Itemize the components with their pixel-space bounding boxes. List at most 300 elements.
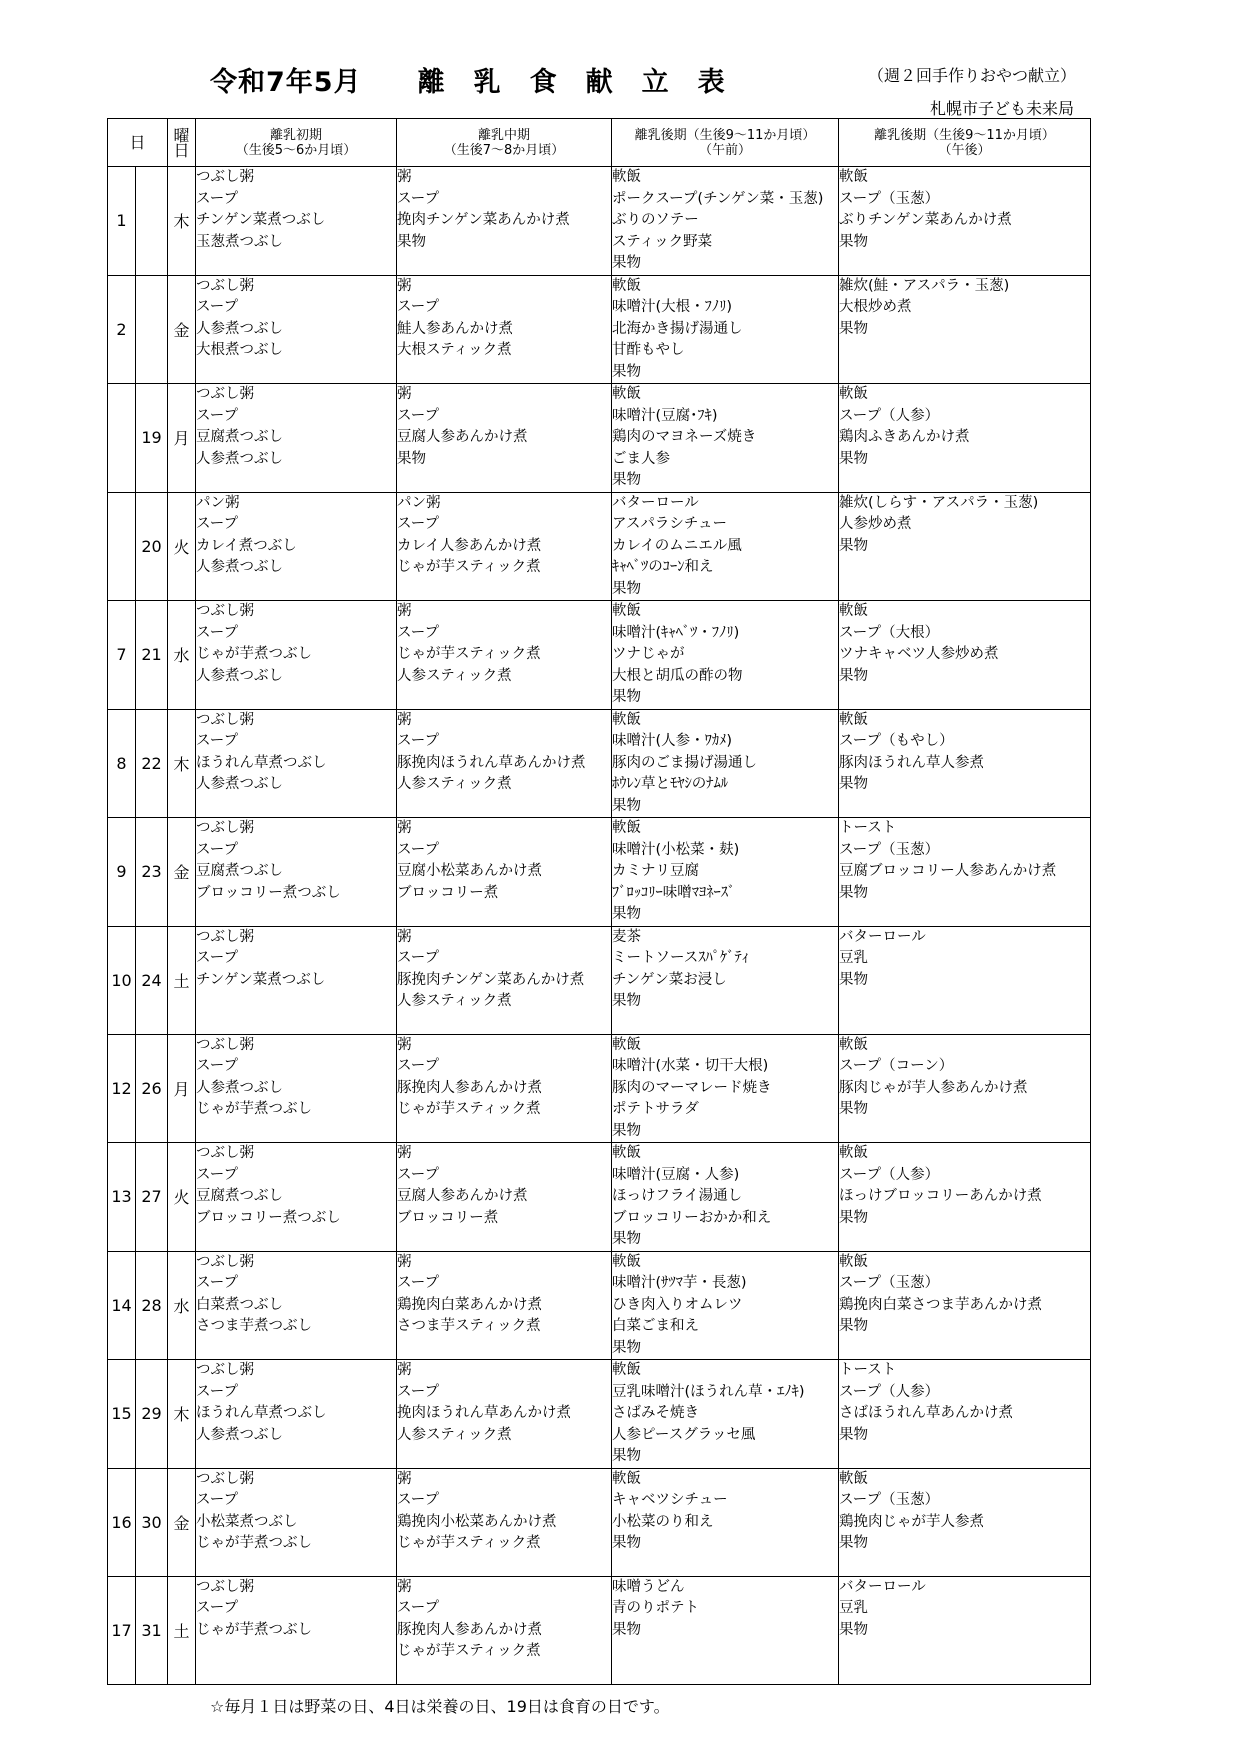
menu-item: スープ: [397, 841, 440, 858]
menu-item: 軟飯: [612, 1470, 642, 1487]
header-late-am: [612, 119, 839, 167]
day-cell-2: 28: [136, 1251, 168, 1360]
menu-item: 軟飯: [612, 1362, 642, 1378]
menu-item: 豆腐人参あんかけ煮: [397, 1188, 528, 1204]
menu-item: 果物: [839, 1621, 869, 1638]
menu-item: 味噌汁(大根・ﾌﾉﾘ): [612, 299, 733, 315]
menu-item: 大根と胡瓜の酢の物: [612, 667, 743, 684]
menu-cell-early: [196, 1034, 397, 1143]
header-late-am-title: 離乳後期（生後9〜11か月頃）: [634, 127, 816, 143]
menu-item: ツナじゃが: [612, 646, 685, 662]
menu-item: ほっけブロッコリーあんかけ煮: [839, 1188, 1042, 1204]
menu-item: 麦茶: [612, 928, 642, 945]
menu-item: スープ: [397, 1166, 440, 1183]
menu-item: トースト: [839, 820, 897, 836]
menu-item: 大根スティック煮: [397, 342, 512, 358]
menu-item: ﾎｳﾚﾝ草とﾓﾔｼのﾅﾑﾙ: [612, 776, 729, 792]
menu-item: ツナキャベツ人参炒め煮: [839, 646, 999, 662]
menu-item: つぶし粥: [196, 711, 255, 728]
day-cell: 10: [108, 926, 136, 1034]
header-middle-age: （生後7〜8か月頃）: [443, 142, 565, 158]
menu-item: スープ: [397, 299, 440, 315]
menu-item: 豚肉のマーマレード焼き: [612, 1079, 772, 1096]
menu-item: スープ: [196, 1492, 239, 1508]
menu-item: つぶし粥: [196, 928, 255, 945]
menu-item: 軟飯: [612, 1253, 642, 1270]
menu-item: スープ: [196, 1275, 239, 1291]
menu-item: 粥: [397, 928, 412, 945]
menu-cell-late-am: [612, 818, 839, 927]
menu-item: 味噌汁(ｷｬﾍﾞﾂ・ﾌﾉﾘ): [612, 624, 740, 641]
menu-item: 白菜煮つぶし: [196, 1296, 284, 1313]
menu-item: 人参煮つぶし: [196, 776, 284, 792]
menu-cell-early: [196, 1468, 397, 1576]
menu-item: つぶし粥: [196, 1578, 255, 1595]
table-row: [108, 926, 1091, 1034]
menu-cell-early: [196, 601, 397, 710]
menu-item: チンゲン菜煮つぶし: [196, 212, 326, 228]
menu-cell-late-am: [612, 1360, 839, 1469]
menu-item: 豆腐煮つぶし: [196, 863, 284, 879]
menu-item: 果物: [612, 580, 642, 597]
menu-item: 軟飯: [612, 277, 642, 294]
menu-item: 豆腐人参あんかけ煮: [397, 429, 528, 445]
menu-item: 軟飯: [839, 1470, 869, 1487]
menu-item: 人参炒め煮: [839, 516, 912, 532]
menu-cell-middle: [397, 601, 612, 710]
day-cell-2: 26: [136, 1034, 168, 1143]
menu-item: 果物: [397, 450, 427, 467]
menu-item: 豚肉ほうれん草人参煮: [839, 754, 985, 771]
header-middle: [397, 119, 612, 167]
table-row: [108, 1360, 1091, 1469]
table-row: [108, 275, 1091, 384]
snack-note: （週２回手作りおやつ献立）: [868, 66, 1077, 85]
menu-cell-late-am: [612, 1251, 839, 1360]
menu-item: さばみそ焼き: [612, 1405, 700, 1421]
weekday-cell: 土: [168, 926, 196, 1034]
header-late-pm: [839, 119, 1091, 167]
menu-cell-late-am: [612, 1576, 839, 1684]
menu-item: スープ（人参）: [839, 1383, 940, 1400]
menu-item: 人参スティック煮: [397, 776, 512, 792]
menu-item: スープ: [397, 1058, 440, 1074]
footer-note: ☆毎月１日は野菜の日、4日は栄養の日、19日は食育の日です。: [210, 1697, 670, 1716]
menu-item: 人参煮つぶし: [196, 667, 284, 684]
menu-item: 果物: [612, 1448, 642, 1464]
day-cell: 13: [108, 1143, 136, 1252]
menu-item: スープ: [196, 516, 239, 532]
menu-item: スープ（人参）: [839, 1166, 940, 1183]
menu-item: パン粥: [196, 494, 240, 511]
menu-item: カミナリ豆腐: [612, 863, 700, 879]
menu-item: 人参スティック煮: [397, 667, 512, 684]
menu-item: 鶏肉のマヨネーズ焼き: [612, 429, 757, 445]
menu-cell-middle: [397, 1251, 612, 1360]
menu-item: アスパラシチュー: [612, 516, 727, 532]
menu-item: 果物: [612, 689, 642, 705]
menu-item: つぶし粥: [196, 386, 255, 402]
menu-item: つぶし粥: [196, 1470, 255, 1487]
menu-item: スープ（玉葱）: [839, 1275, 940, 1291]
menu-item: 果物: [839, 776, 869, 792]
table-row: [108, 709, 1091, 818]
menu-cell-late-am: [612, 275, 839, 384]
menu-item: スープ: [196, 1166, 239, 1183]
menu-item: 味噌汁(豆腐・人参): [612, 1166, 740, 1183]
weekday-cell: 木: [168, 1360, 196, 1469]
menu-item: ブロッコリー煮つぶし: [196, 884, 341, 901]
menu-cell-early: [196, 818, 397, 927]
day-cell: 12: [108, 1034, 136, 1143]
day-cell-2: 22: [136, 709, 168, 818]
menu-item: ひき肉入りオムレツ: [612, 1296, 743, 1313]
menu-cell-late-am: [612, 492, 839, 601]
menu-item: 豚挽肉チンゲン菜あんかけ煮: [397, 971, 585, 988]
menu-item: スープ: [397, 1600, 440, 1616]
menu-item: 味噌うどん: [612, 1578, 685, 1595]
menu-item: 小松菜のり和え: [612, 1513, 714, 1530]
menu-item: 粥: [397, 820, 412, 836]
menu-item: 粥: [397, 711, 412, 728]
menu-item: 果物: [612, 906, 642, 922]
menu-item: 軟飯: [612, 603, 642, 619]
menu-item: 果物: [839, 1101, 869, 1117]
menu-item: 軟飯: [612, 386, 642, 402]
menu-cell-early: [196, 1143, 397, 1252]
menu-item: ブロッコリー煮つぶし: [196, 1209, 341, 1226]
menu-item: 果物: [612, 1621, 642, 1638]
menu-item: スープ: [196, 841, 239, 858]
menu-cell-early: [196, 1360, 397, 1469]
menu-item: 豚挽肉ほうれん草あんかけ煮: [397, 754, 586, 771]
menu-item: 果物: [839, 233, 869, 250]
menu-item: スープ: [397, 1275, 440, 1291]
menu-item: 豆乳味噌汁(ほうれん草・ｴﾉｷ): [612, 1383, 805, 1400]
menu-item: じゃが芋煮つぶし: [196, 1621, 313, 1638]
day-cell: 7: [108, 601, 136, 710]
header-early-title: 離乳初期: [270, 127, 323, 143]
menu-item: 人参煮つぶし: [196, 320, 284, 337]
menu-item: 果物: [612, 1231, 642, 1247]
menu-item: 果物: [839, 1318, 869, 1334]
menu-item: 粥: [397, 1470, 412, 1487]
menu-item: スープ: [196, 733, 239, 749]
menu-cell-late-am: [612, 1143, 839, 1252]
menu-cell-late-pm: [839, 1034, 1091, 1143]
menu-cell-late-pm: [839, 1576, 1091, 1684]
menu-item: バターロール: [839, 1578, 926, 1595]
menu-cell-late-pm: [839, 1360, 1091, 1469]
menu-item: カレイのムニエル風: [612, 537, 742, 554]
day-cell: [108, 384, 136, 493]
day-cell-2: [136, 275, 168, 384]
table-row: [108, 1251, 1091, 1360]
menu-cell-late-am: [612, 1034, 839, 1143]
table-row: [108, 384, 1091, 493]
weekday-cell: 金: [168, 818, 196, 927]
menu-item: スープ: [196, 299, 239, 315]
menu-cell-late-pm: [839, 1251, 1091, 1360]
menu-cell-late-pm: [839, 384, 1091, 493]
menu-item: スープ（玉葱）: [839, 841, 940, 858]
menu-item: 雑炊(しらす・アスパラ・玉葱): [839, 494, 1039, 511]
menu-item: ほうれん草煮つぶし: [196, 754, 327, 771]
table-row: [108, 1143, 1091, 1252]
menu-item: 鶏挽肉小松菜あんかけ煮: [397, 1513, 557, 1530]
menu-item: 粥: [397, 386, 412, 402]
menu-item: スープ（人参）: [839, 407, 940, 424]
menu-item: ブロッコリーおかか和え: [612, 1209, 772, 1226]
header-middle-title: 離乳中期: [478, 127, 531, 143]
menu-item: 果物: [397, 233, 427, 250]
table-header: [108, 119, 1091, 167]
menu-item: 大根煮つぶし: [196, 342, 284, 358]
menu-cell-middle: [397, 384, 612, 493]
weekday-cell: 金: [168, 1468, 196, 1576]
menu-item: カレイ人参あんかけ煮: [397, 537, 542, 554]
menu-item: 白菜ごま和え: [612, 1318, 700, 1334]
menu-item: スープ（コーン）: [839, 1058, 954, 1074]
menu-item: つぶし粥: [196, 1253, 255, 1270]
menu-item: ミートソースｽﾊﾟｹﾞﾃｨ: [612, 950, 750, 966]
menu-item: 味噌汁(豆腐･ﾌｷ): [612, 407, 718, 424]
menu-item: つぶし粥: [196, 603, 255, 619]
menu-item: つぶし粥: [196, 1362, 255, 1378]
menu-item: ｷｬﾍﾞﾂのｺｰﾝ和え: [612, 559, 714, 575]
menu-item: 雑炊(鮭・アスパラ・玉葱): [839, 277, 1010, 294]
menu-item: 軟飯: [839, 1145, 869, 1161]
menu-cell-late-pm: [839, 601, 1091, 710]
day-cell-2: 21: [136, 601, 168, 710]
menu-item: 果物: [839, 450, 869, 467]
day-cell-2: 30: [136, 1468, 168, 1576]
menu-item: つぶし粥: [196, 820, 255, 836]
header-day: 日: [108, 119, 168, 167]
weekday-cell: 水: [168, 1251, 196, 1360]
menu-item: じゃが芋煮つぶし: [196, 1535, 313, 1551]
menu-item: 粥: [397, 1036, 412, 1053]
menu-item: 味噌汁(水菜・切干大根): [612, 1058, 769, 1074]
menu-item: 人参スティック煮: [397, 993, 512, 1009]
menu-item: 軟飯: [839, 1036, 869, 1053]
menu-cell-late-pm: [839, 1143, 1091, 1252]
menu-item: スープ: [196, 1058, 239, 1074]
menu-cell-late-pm: [839, 167, 1091, 276]
menu-item: ほうれん草煮つぶし: [196, 1405, 327, 1421]
page-title: 令和7年5月 離 乳 食 献 立 表: [210, 67, 726, 98]
menu-item: 人参ピースグラッセ風: [612, 1426, 756, 1443]
menu-cell-late-am: [612, 167, 839, 276]
menu-item: 果物: [839, 1426, 869, 1443]
menu-cell-late-pm: [839, 926, 1091, 1034]
menu-item: 粥: [397, 603, 412, 619]
menu-item: スープ: [397, 1492, 440, 1508]
day-cell: [108, 492, 136, 601]
menu-item: 味噌汁(人参・ﾜｶﾒ): [612, 733, 733, 749]
menu-cell-middle: [397, 1576, 612, 1684]
menu-cell-middle: [397, 1143, 612, 1252]
menu-cell-middle: [397, 492, 612, 601]
menu-item: 果物: [612, 797, 642, 814]
menu-item: スープ（玉葱）: [839, 190, 940, 207]
menu-item: スープ: [397, 190, 440, 207]
menu-cell-middle: [397, 275, 612, 384]
menu-item: 軟飯: [839, 603, 869, 619]
menu-item: スープ: [397, 950, 440, 966]
day-cell-2: 24: [136, 926, 168, 1034]
menu-item: 鶏挽肉白菜あんかけ煮: [397, 1296, 543, 1313]
menu-item: 味噌汁(小松菜・麸): [612, 841, 740, 858]
menu-item: ポークスープ(チンゲン菜・玉葱): [612, 190, 824, 207]
menu-item: 軟飯: [612, 820, 642, 836]
weekday-cell: 月: [168, 1034, 196, 1143]
menu-item: 人参煮つぶし: [196, 559, 284, 575]
menu-cell-late-am: [612, 926, 839, 1034]
menu-item: 北海かき揚げ湯通し: [612, 320, 743, 337]
day-cell-2: 31: [136, 1576, 168, 1684]
menu-item: 軟飯: [612, 711, 642, 728]
menu-item: 豆乳: [839, 1600, 869, 1616]
menu-item: 果物: [612, 255, 642, 271]
weekday-cell: 水: [168, 601, 196, 710]
header-late-am-time: （午前）: [699, 142, 752, 158]
menu-item: バターロール: [839, 928, 926, 945]
weekday-cell: 木: [168, 709, 196, 818]
table-row: [108, 167, 1091, 276]
weekday-cell: 金: [168, 275, 196, 384]
menu-cell-late-pm: [839, 275, 1091, 384]
menu-item: パン粥: [397, 494, 441, 511]
menu-item: スープ（玉葱）: [839, 1492, 940, 1508]
menu-item: 豆腐煮つぶし: [196, 429, 284, 445]
day-cell-2: 27: [136, 1143, 168, 1252]
day-cell: 9: [108, 818, 136, 927]
menu-item: 玉葱煮つぶし: [196, 233, 284, 250]
menu-item: 果物: [839, 667, 869, 684]
header-late-pm-title: 離乳後期（生後9〜11か月頃）: [874, 127, 1055, 143]
menu-item: 果物: [839, 971, 869, 988]
menu-item: 果物: [839, 320, 869, 337]
menu-item: キャベツシチュー: [612, 1492, 728, 1508]
menu-item: さばほうれん草あんかけ煮: [839, 1405, 1014, 1421]
menu-cell-middle: [397, 818, 612, 927]
table-row: [108, 1468, 1091, 1576]
menu-item: スープ: [196, 407, 239, 424]
menu-item: さつま芋煮つぶし: [196, 1318, 313, 1334]
menu-item: 豆腐ブロッコリー人参あんかけ煮: [839, 863, 1057, 879]
menu-item: 果物: [839, 1535, 869, 1551]
menu-item: 豆腐小松菜あんかけ煮: [397, 863, 543, 879]
menu-item: スープ: [397, 407, 440, 424]
menu-cell-late-am: [612, 384, 839, 493]
menu-item: 軟飯: [839, 386, 869, 402]
menu-item: 軟飯: [612, 169, 642, 185]
header-weekday: 曜日: [168, 119, 196, 167]
menu-item: スープ（もやし）: [839, 733, 954, 749]
menu-item: ブロッコリー煮: [397, 1209, 499, 1226]
menu-item: バターロール: [612, 494, 699, 511]
menu-item: 豚挽肉人参あんかけ煮: [397, 1079, 543, 1096]
menu-item: 粥: [397, 1362, 412, 1378]
day-cell: 8: [108, 709, 136, 818]
menu-item: 鶏挽肉じゃが芋人参煮: [839, 1513, 985, 1530]
menu-item: じゃが芋スティック煮: [397, 1535, 541, 1551]
menu-cell-late-pm: [839, 818, 1091, 927]
menu-item: 豚肉じゃが芋人参あんかけ煮: [839, 1079, 1028, 1096]
menu-item: 味噌汁(ｻﾂﾏ芋・長葱): [612, 1275, 747, 1291]
menu-item: スープ: [196, 190, 239, 207]
menu-item: 果物: [612, 1339, 642, 1356]
table-row: [108, 1576, 1091, 1684]
menu-item: 人参煮つぶし: [196, 1079, 284, 1096]
menu-item: スープ: [397, 624, 440, 641]
menu-item: トースト: [839, 1362, 897, 1378]
menu-item: 鶏肉ふきあんかけ煮: [839, 429, 970, 445]
menu-cell-late-am: [612, 601, 839, 710]
menu-cell-late-am: [612, 1468, 839, 1576]
day-cell: 2: [108, 275, 136, 384]
day-cell: 15: [108, 1360, 136, 1469]
menu-item: 軟飯: [839, 1253, 869, 1270]
menu-item: ぶりチンゲン菜あんかけ煮: [839, 212, 1012, 228]
menu-item: じゃが芋煮つぶし: [196, 1101, 313, 1117]
table-row: [108, 1034, 1091, 1143]
menu-item: スープ: [196, 624, 239, 641]
menu-item: 果物: [839, 537, 869, 554]
menu-item: チンゲン菜お浸し: [612, 971, 727, 988]
menu-cell-late-am: [612, 709, 839, 818]
menu-item: つぶし粥: [196, 277, 255, 294]
menu-item: スープ: [196, 1383, 239, 1400]
menu-item: 人参煮つぶし: [196, 450, 284, 467]
menu-item: さつま芋スティック煮: [397, 1318, 541, 1334]
menu-item: 鶏挽肉白菜さつま芋あんかけ煮: [839, 1296, 1043, 1313]
menu-item: 粥: [397, 1145, 412, 1161]
menu-item: スティック野菜: [612, 233, 713, 250]
menu-item: 小松菜煮つぶし: [196, 1513, 298, 1530]
menu-cell-early: [196, 492, 397, 601]
menu-item: じゃが芋スティック煮: [397, 1643, 541, 1659]
menu-item: 果物: [612, 1535, 642, 1551]
menu-item: ほっけフライ湯通し: [612, 1188, 743, 1204]
menu-item: 豚肉のごま揚げ湯通し: [612, 754, 758, 771]
menu-item: 人参煮つぶし: [196, 1426, 284, 1443]
menu-item: じゃが芋スティック煮: [397, 559, 541, 575]
menu-item: 人参スティック煮: [397, 1426, 512, 1443]
weekday-cell: 木: [168, 167, 196, 276]
menu-item: カレイ煮つぶし: [196, 537, 297, 554]
menu-item: ポテトサラダ: [612, 1101, 699, 1117]
menu-item: ごま人参: [612, 450, 671, 467]
menu-cell-late-pm: [839, 1468, 1091, 1576]
menu-item: 粥: [397, 1253, 412, 1270]
menu-item: 果物: [612, 1122, 642, 1139]
menu-cell-early: [196, 167, 397, 276]
menu-cell-middle: [397, 1034, 612, 1143]
day-cell: 16: [108, 1468, 136, 1576]
organization-name: 札幌市子ども未来局: [930, 99, 1075, 118]
menu-item: ブロッコリー煮: [397, 884, 499, 901]
menu-item: 挽肉ほうれん草あんかけ煮: [397, 1405, 572, 1421]
menu-item: つぶし粥: [196, 169, 255, 185]
menu-cell-middle: [397, 709, 612, 818]
menu-item: じゃが芋スティック煮: [397, 646, 541, 662]
table-row: [108, 601, 1091, 710]
menu-cell-early: [196, 926, 397, 1034]
menu-item: スープ: [196, 1600, 239, 1616]
menu-item: 豆乳: [839, 950, 869, 966]
